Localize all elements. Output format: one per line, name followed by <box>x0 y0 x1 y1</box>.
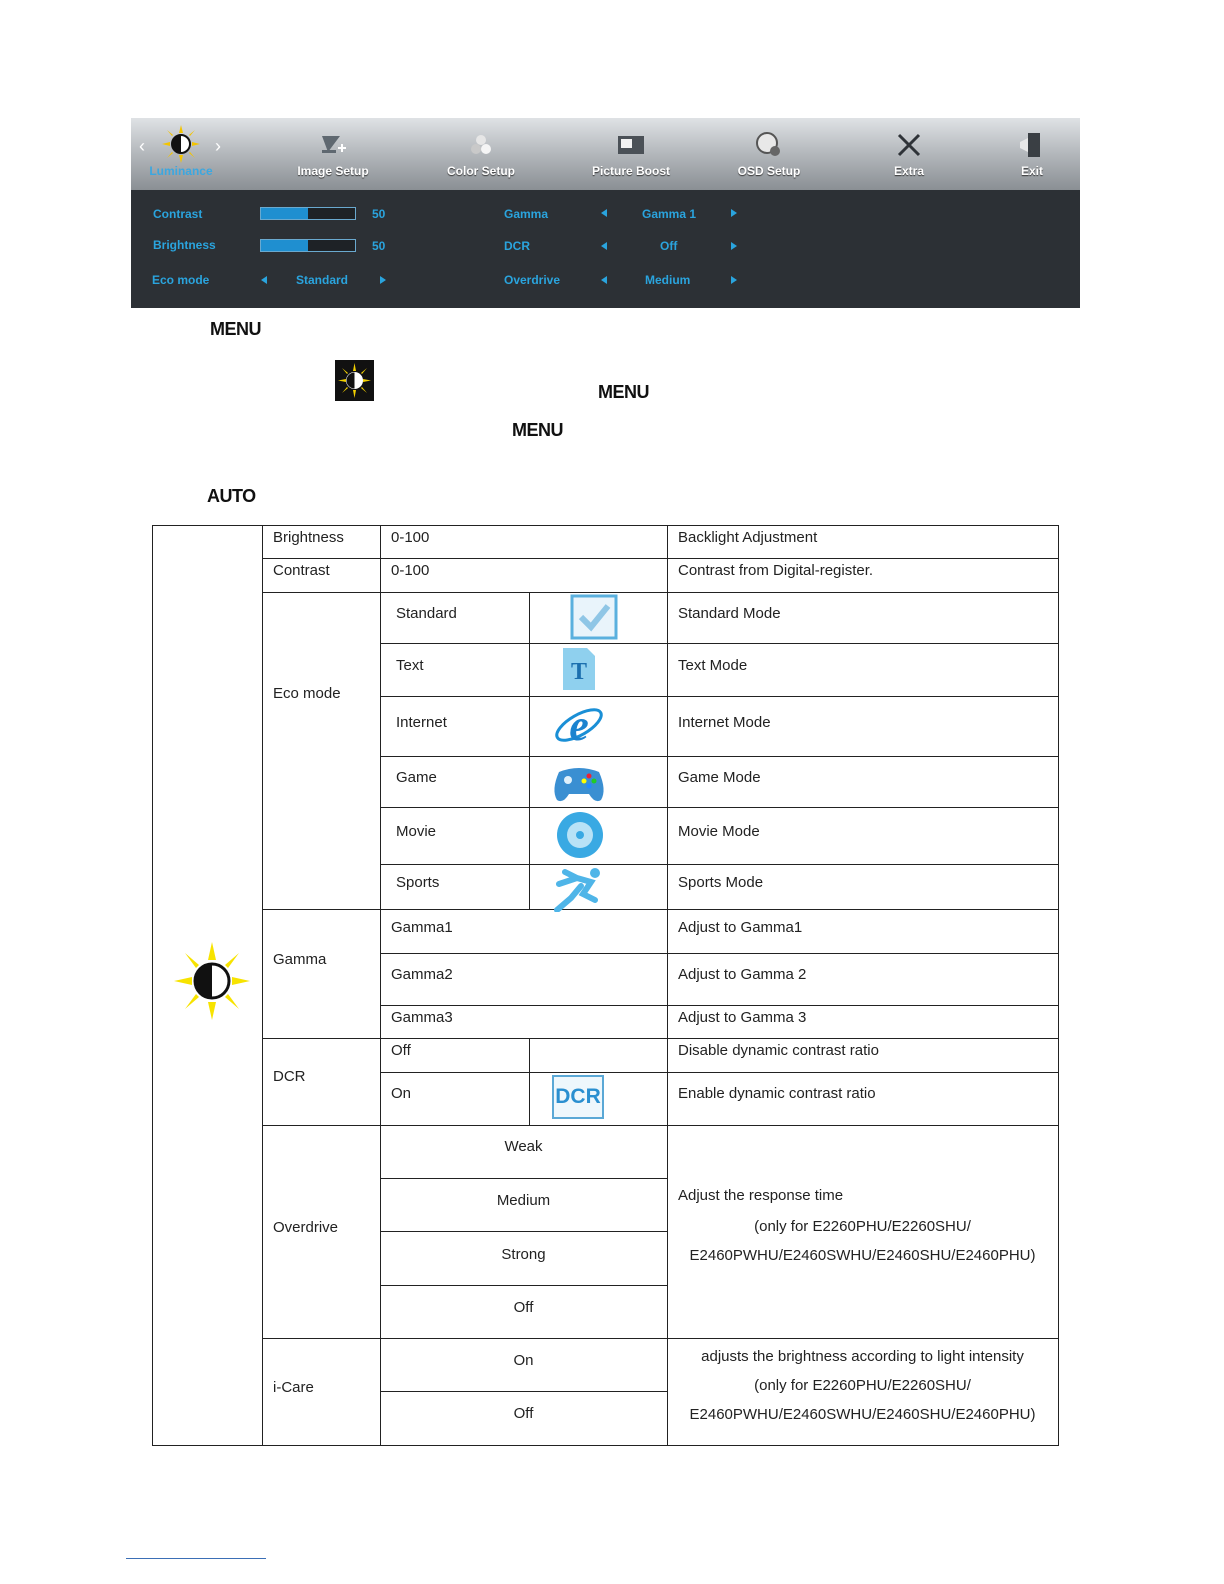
eco-sports-desc: Sports Mode <box>678 874 764 891</box>
overdrive-name: Overdrive <box>273 1219 339 1236</box>
overdrive-desc-line3: E2460PWHU/E2460SWHU/E2460SHU/E2460PHU) <box>689 1247 1036 1264</box>
disc-icon <box>555 810 605 860</box>
overdrive-off: Off <box>513 1299 534 1316</box>
osd-setup-icon <box>754 130 784 160</box>
eco-internet-label: Internet <box>396 714 447 731</box>
tab-label: Picture Boost <box>591 164 670 178</box>
dcr-on-desc: Enable dynamic contrast ratio <box>678 1085 876 1102</box>
eco-game-desc: Game Mode <box>678 769 761 786</box>
eco-standard-desc: Standard Mode <box>678 605 781 622</box>
eco-right-arrow-icon[interactable] <box>380 276 386 284</box>
osd-overdrive-value: Medium <box>645 273 691 287</box>
overdrive-strong: Strong <box>501 1246 546 1263</box>
eco-movie-label: Movie <box>396 823 437 840</box>
gamma1-desc: Adjust to Gamma1 <box>678 919 803 936</box>
menu-key-1: MENU <box>210 319 261 339</box>
picture-boost-icon <box>616 130 646 160</box>
tab-exit[interactable] <box>1001 118 1063 190</box>
dcr-off-label: Off <box>391 1042 411 1059</box>
dcr-left-arrow-icon[interactable] <box>601 242 607 250</box>
overdrive-desc-line2: (only for E2260PHU/E2260SHU/ <box>754 1218 971 1235</box>
chevron-right-icon[interactable]: › <box>215 136 221 156</box>
brightness-slider-fill <box>261 240 308 251</box>
osd-gamma-label: Gamma <box>504 207 549 221</box>
runner-icon <box>551 866 609 912</box>
osd-tab-bar <box>131 118 1080 190</box>
eco-internet-desc: Internet Mode <box>678 714 771 731</box>
eco-mode-name: Eco mode <box>273 685 341 702</box>
footnote-separator <box>126 1558 266 1559</box>
gamma3-desc: Adjust to Gamma 3 <box>678 1009 807 1026</box>
eco-left-arrow-icon[interactable] <box>261 276 267 284</box>
tab-color-setup[interactable] <box>430 118 532 190</box>
internet-icon <box>553 698 605 752</box>
gamma-right-arrow-icon[interactable] <box>731 209 737 217</box>
icare-name: i-Care <box>273 1379 314 1396</box>
exit-icon <box>1017 130 1047 160</box>
osd-eco-mode-value: Standard <box>296 273 349 287</box>
tab-label: Extra <box>893 164 925 178</box>
osd-contrast-label: Contrast <box>153 207 203 221</box>
icare-off: Off <box>513 1405 534 1422</box>
brightness-name: Brightness <box>273 529 344 546</box>
tab-label: Color Setup <box>447 164 515 178</box>
overdrive-right-arrow-icon[interactable] <box>731 276 737 284</box>
contrast-name: Contrast <box>273 562 330 579</box>
dcr-name: DCR <box>273 1068 306 1085</box>
tab-label: Image Setup <box>297 164 369 178</box>
svg-text:T: T <box>570 659 588 685</box>
gamma3-label: Gamma3 <box>391 1009 453 1026</box>
gamma2-label: Gamma2 <box>391 966 453 983</box>
tab-picture-boost[interactable] <box>579 118 683 190</box>
osd-gamma-value: Gamma 1 <box>642 207 697 221</box>
osd-luminance-screenshot <box>131 118 1080 308</box>
dcr-off-desc: Disable dynamic contrast ratio <box>678 1042 879 1059</box>
dcr-icon: DCR <box>552 1075 604 1119</box>
gamma-name: Gamma <box>273 951 327 968</box>
luminance-icon <box>335 360 374 401</box>
tab-extra[interactable] <box>871 118 947 190</box>
overdrive-left-arrow-icon[interactable] <box>601 276 607 284</box>
image-setup-icon <box>318 130 348 160</box>
gamepad-icon <box>551 760 607 806</box>
brightness-range: 0-100 <box>391 529 430 546</box>
osd-dcr-label: DCR <box>504 239 530 253</box>
auto-key: AUTO <box>207 486 256 506</box>
extra-icon <box>894 130 924 160</box>
osd-contrast-value: 50 <box>372 207 386 221</box>
brightness-slider[interactable] <box>260 239 356 252</box>
dcr-on-label: On <box>391 1085 412 1102</box>
gamma2-desc: Adjust to Gamma 2 <box>678 966 807 983</box>
overdrive-medium: Medium <box>496 1192 551 1209</box>
contrast-desc: Contrast from Digital-register. <box>678 562 874 579</box>
gamma1-label: Gamma1 <box>391 919 453 936</box>
overdrive-weak: Weak <box>504 1138 543 1155</box>
svg-text:e: e <box>569 701 589 750</box>
tab-label: Luminance <box>149 164 213 178</box>
osd-eco-mode-label: Eco mode <box>152 273 210 287</box>
tab-luminance[interactable] <box>131 118 231 190</box>
eco-movie-desc: Movie Mode <box>678 823 760 840</box>
eco-text-label: Text <box>396 657 424 674</box>
tab-label: Exit <box>1020 164 1043 178</box>
icare-on: On <box>513 1352 534 1369</box>
tab-osd-setup[interactable] <box>719 118 819 190</box>
tab-image-setup[interactable] <box>281 118 385 190</box>
tab-label: OSD Setup <box>737 164 801 178</box>
text-icon <box>561 646 597 692</box>
menu-key-2: MENU <box>598 382 649 402</box>
icare-desc-line3: E2460PWHU/E2460SWHU/E2460SHU/E2460PHU) <box>689 1406 1036 1423</box>
osd-brightness-label: Brightness <box>153 238 216 252</box>
menu-key-3: MENU <box>512 420 563 440</box>
gamma-left-arrow-icon[interactable] <box>601 209 607 217</box>
overdrive-desc-line1: Adjust the response time <box>678 1187 844 1204</box>
osd-brightness-value: 50 <box>372 239 386 253</box>
contrast-slider-fill <box>261 208 308 219</box>
contrast-slider[interactable] <box>260 207 356 220</box>
icare-desc-line2: (only for E2260PHU/E2260SHU/ <box>754 1377 971 1394</box>
eco-sports-label: Sports <box>396 874 440 891</box>
osd-dcr-value: Off <box>660 239 678 253</box>
contrast-range: 0-100 <box>391 562 430 579</box>
eco-game-label: Game <box>396 769 437 786</box>
chevron-left-icon[interactable]: ‹ <box>139 136 145 156</box>
checkmark-icon <box>570 594 618 640</box>
sun-icon <box>161 124 201 164</box>
sun-icon <box>172 940 252 1022</box>
dcr-right-arrow-icon[interactable] <box>731 242 737 250</box>
osd-overdrive-label: Overdrive <box>504 273 561 287</box>
eco-standard-label: Standard <box>396 605 457 622</box>
icare-desc-line1: adjusts the brightness according to light intensity <box>701 1348 1024 1365</box>
eco-text-desc: Text Mode <box>678 657 748 674</box>
brightness-desc: Backlight Adjustment <box>678 529 818 546</box>
color-setup-icon <box>466 130 496 160</box>
